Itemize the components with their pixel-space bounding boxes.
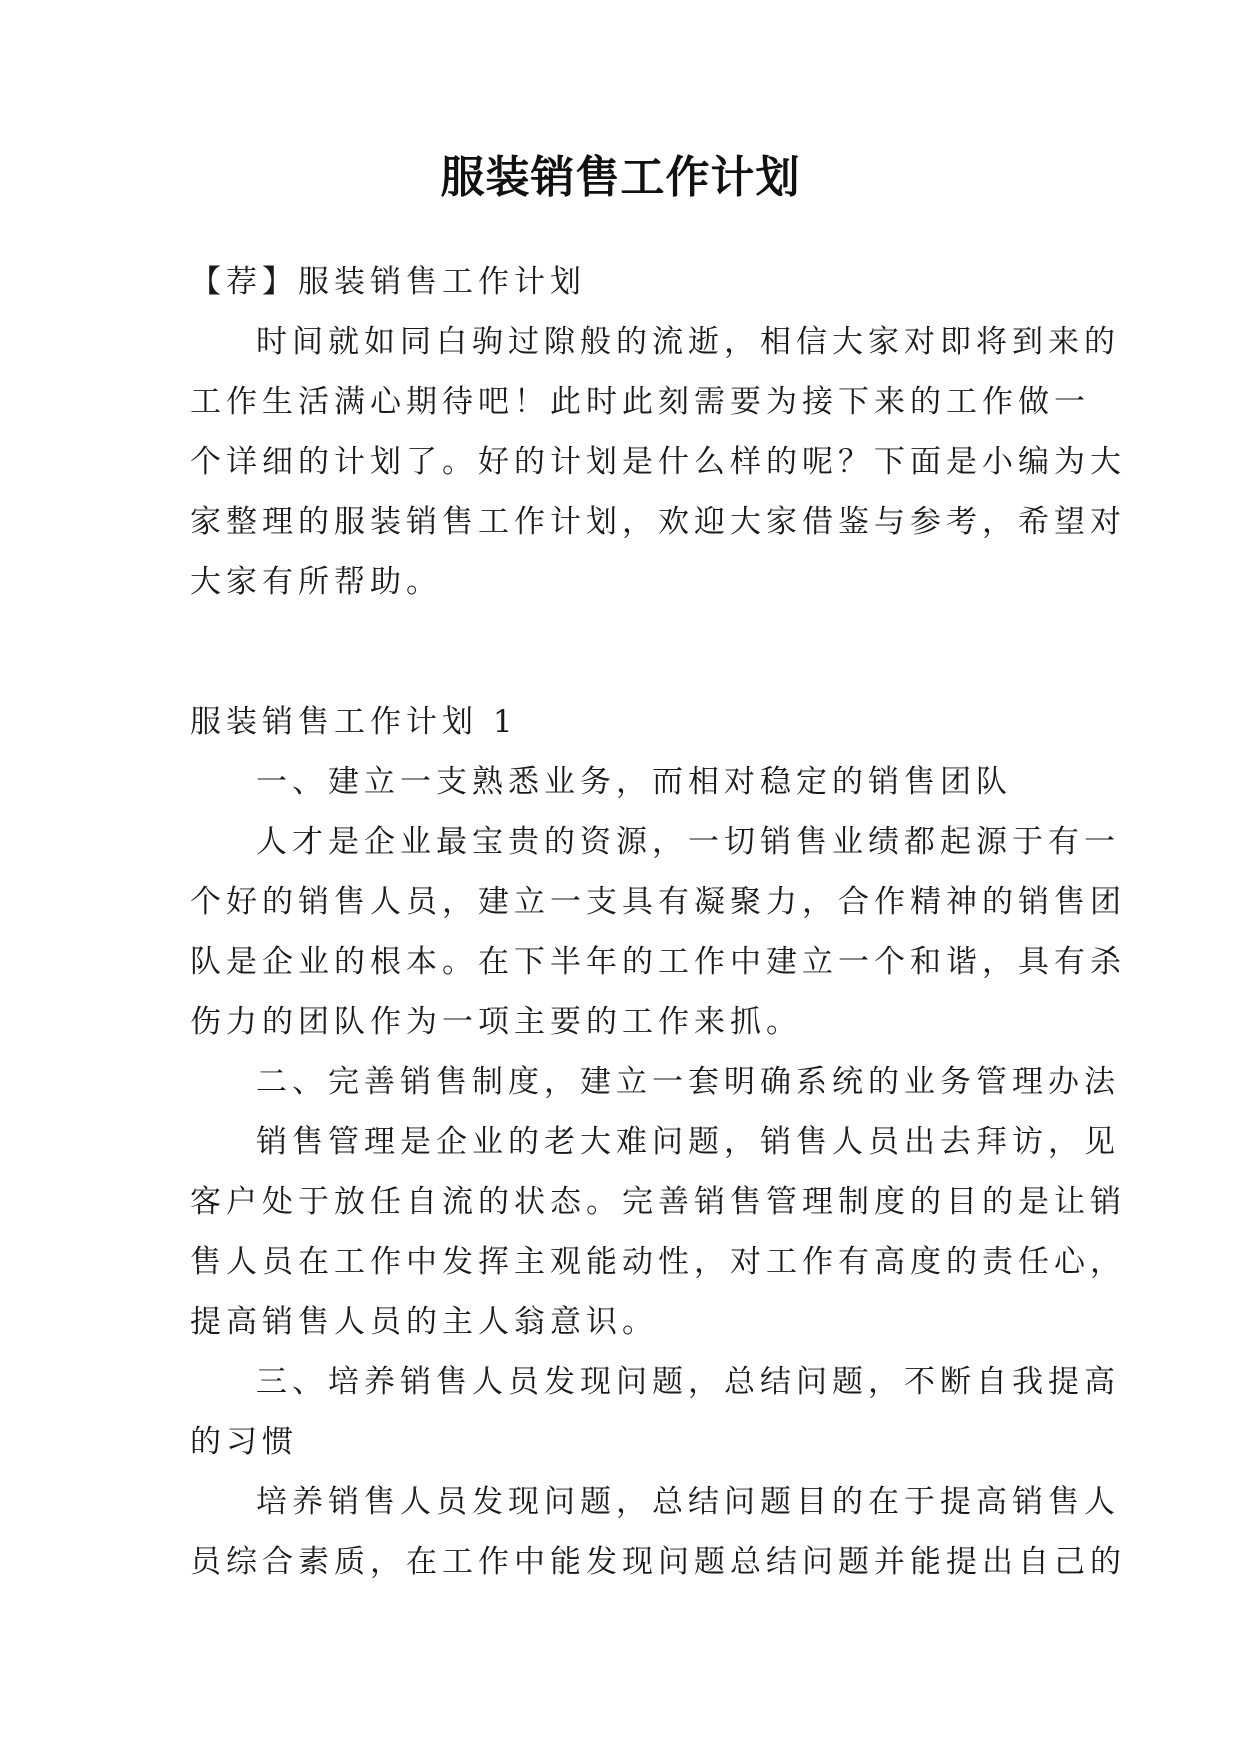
body-line: 客户处于放任自流的状态。完善销售管理制度的目的是让销 [190,1184,1126,1220]
body-line: 大家有所帮助。 [190,564,442,600]
item-heading: 二、完善销售制度，建立一套明确系统的业务管理办法 [256,1064,1120,1100]
body-line: 员综合素质，在工作中能发现问题总结问题并能提出自己的 [190,1544,1126,1580]
item-heading: 一、建立一支熟悉业务，而相对稳定的销售团队 [256,764,1012,800]
body-line: 队是企业的根本。在下半年的工作中建立一个和谐，具有杀 [190,944,1126,980]
body-line: 家整理的服装销售工作计划，欢迎大家借鉴与参考，希望对 [190,504,1126,540]
body-line: 售人员在工作中发挥主观能动性，对工作有高度的责任心， [190,1244,1126,1280]
body-line: 时间就如同白驹过隙般的流逝，相信大家对即将到来的 [256,324,1120,360]
body-line: 提高销售人员的主人翁意识。 [190,1304,658,1340]
body-line: 销售管理是企业的老大难问题，销售人员出去拜访，见 [256,1124,1120,1160]
item-heading: 三、培养销售人员发现问题，总结问题，不断自我提高 [256,1364,1120,1400]
body-line: 伤力的团队作为一项主要的工作来抓。 [190,1004,802,1040]
body-line: 人才是企业最宝贵的资源，一切销售业绩都起源于有一 [256,824,1120,860]
body-line: 个详细的计划了。好的计划是什么样的呢？下面是小编为大 [190,444,1126,480]
plan-section [190,692,1126,1592]
body-line: 个好的销售人员，建立一支具有凝聚力，合作精神的销售团 [190,884,1126,920]
body-line: 培养销售人员发现问题，总结问题目的在于提高销售人 [256,1484,1120,1520]
body-line: 工作生活满心期待吧！此时此刻需要为接下来的工作做一 [190,384,1090,420]
document-title: 服装销售工作计划 [440,152,801,203]
section-heading: 服装销售工作计划 1 [190,704,518,740]
item-heading-continued: 的习惯 [190,1424,298,1460]
intro-section [190,252,1126,612]
recommend-heading: 【荐】服装销售工作计划 [190,264,586,300]
